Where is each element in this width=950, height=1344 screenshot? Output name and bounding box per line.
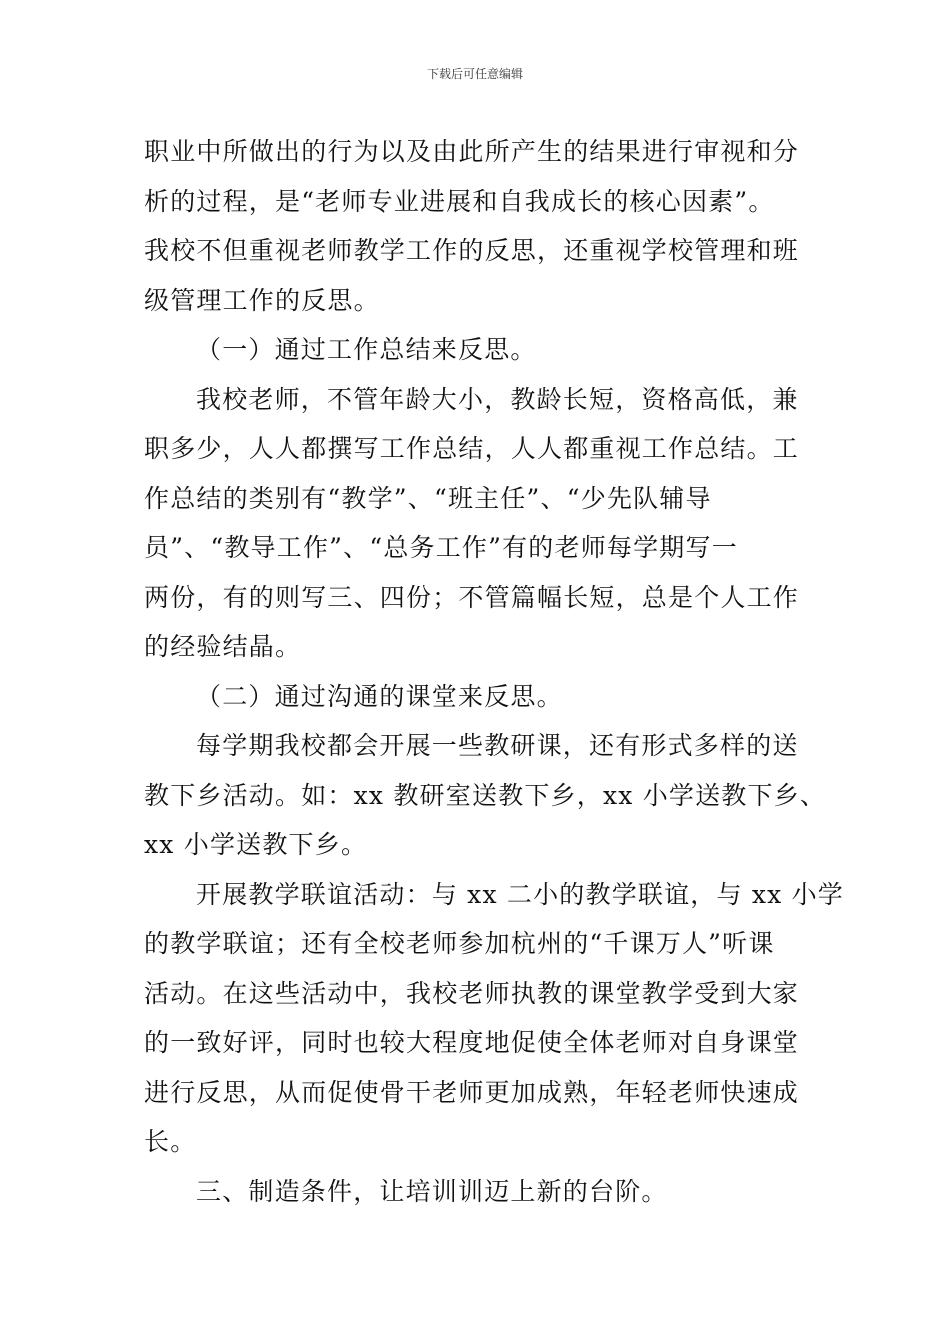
text-line: 每学期我校都会开展一些教研课，还有形式多样的送 (196, 731, 799, 760)
text-line: 开展教学联谊活动：与 xx 二小的教学联谊，与 xx 小学 (196, 879, 844, 909)
text-line: 两份，有的则写三、四份；不管篇幅长短，总是个人工作 (144, 582, 800, 612)
text-line: 析的过程，是“老师专业进展和自我成长的核心因素”。 (144, 186, 775, 216)
section-heading: （二）通过沟通的课堂来反思。 (196, 681, 563, 711)
text-line: 进行反思，从而促使骨干老师更加成熟，年轻老师快速成 (144, 1077, 800, 1107)
text-line: 长。 (144, 1127, 197, 1156)
text-line: 的一致好评，同时也较大程度地促使全体老师对自身课堂 (144, 1028, 800, 1057)
document-body (144, 127, 844, 1216)
text-line: xx 小学送教下乡。 (144, 830, 368, 859)
text-line: 活动。在这些活动中，我校老师执教的课堂教学受到大家 (144, 978, 800, 1008)
text-line: 我校不但重视老师教学工作的反思，还重视学校管理和班 (144, 236, 800, 265)
text-line: 职业中所做出的行为以及由此所产生的结果进行审视和分 (144, 137, 800, 166)
section-heading: （一）通过工作总结来反思。 (196, 335, 537, 364)
text-line: 的教学联谊；还有全校老师参加杭州的“千课万人”听课 (144, 929, 775, 958)
text-line: 教下乡活动。如：xx 教研室送教下乡，xx 小学送教下乡、 (144, 780, 827, 810)
page-header: 下载后可任意编辑 (426, 67, 523, 81)
text-line: 员”、“教导工作”、“总务工作”有的老师每学期写一 (144, 533, 738, 562)
text-line: 的经验结晶。 (144, 632, 302, 661)
text-line: 职多少，人人都撰写工作总结，人人都重视工作总结。工 (144, 434, 800, 463)
text-line: 我校老师，不管年龄大小，教龄长短，资格高低，兼 (196, 384, 799, 414)
text-line: 级管理工作的反思。 (144, 285, 380, 315)
text-line: 作总结的类别有“教学”、“班主任”、“少先队辅导 (144, 483, 712, 513)
section-heading: 三、制造条件，让培训训迈上新的台阶。 (196, 1176, 668, 1206)
